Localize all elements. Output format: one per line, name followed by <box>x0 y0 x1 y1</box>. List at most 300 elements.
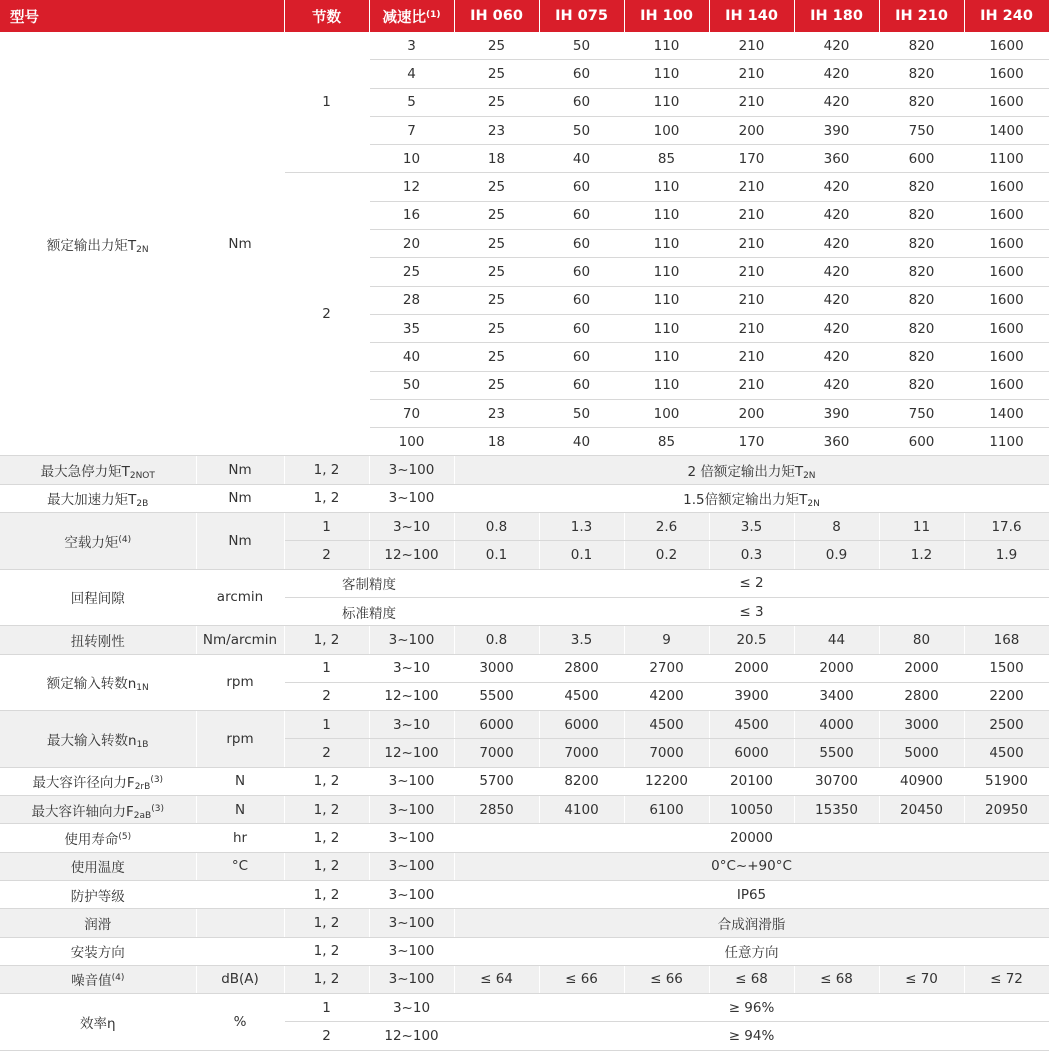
row-unit: hr <box>196 824 284 852</box>
row-label-note: (5) <box>118 831 132 842</box>
value-cell: 4100 <box>539 796 624 824</box>
ratio-cell: 3~10 <box>369 994 454 1022</box>
value-cell: 8 <box>794 513 879 541</box>
value-cell: 25 <box>454 343 539 371</box>
table-row <box>0 824 1049 852</box>
value-cell: 750 <box>879 116 964 144</box>
value-cell: 1600 <box>964 286 1049 314</box>
stage-cell: 2 <box>284 682 369 710</box>
ratio-cell: 12 <box>369 173 454 201</box>
stage-cell: 1 <box>284 32 369 173</box>
table-row <box>0 796 1049 824</box>
value-cell: 110 <box>624 173 709 201</box>
row-unit: °C <box>196 852 284 880</box>
value-cell: 20100 <box>709 767 794 795</box>
row-label-text: 最大输入转数n <box>47 732 137 749</box>
value-cell: 18 <box>454 428 539 456</box>
ratio-cell: 3 <box>369 32 454 60</box>
value-cell: 7000 <box>624 739 709 767</box>
value-cell: 5000 <box>879 739 964 767</box>
stage-cell: 2 <box>284 541 369 569</box>
ratio-cell: 70 <box>369 399 454 427</box>
ratio-cell: 3~100 <box>369 937 454 965</box>
ratio-cell: 25 <box>369 258 454 286</box>
value-cell: 20450 <box>879 796 964 824</box>
value-cell: 420 <box>794 371 879 399</box>
row-label-sub: 2rB <box>134 782 151 793</box>
value-cell: 210 <box>709 32 794 60</box>
merged-value-cell <box>454 484 1049 512</box>
merged-value-cell: 任意方向 <box>454 937 1049 965</box>
stage-cell: 2 <box>284 1022 369 1050</box>
row-label <box>0 513 196 570</box>
ratio-cell: 5 <box>369 88 454 116</box>
row-unit: N <box>196 767 284 795</box>
ratio-cell: 3~10 <box>369 654 454 682</box>
value-cell: 210 <box>709 286 794 314</box>
value-cell: 2800 <box>879 682 964 710</box>
table-row <box>0 484 1049 512</box>
value-cell: 820 <box>879 314 964 342</box>
merged-value-cell: IP65 <box>454 880 1049 908</box>
stage-cell: 1 <box>284 654 369 682</box>
table-row <box>0 626 1049 654</box>
row-label-sub: 2B <box>136 499 149 510</box>
table-row <box>0 937 1049 965</box>
value-cell: 210 <box>709 371 794 399</box>
table-row <box>0 711 1049 739</box>
value-cell: 110 <box>624 201 709 229</box>
value-cell: 7000 <box>454 739 539 767</box>
value-cell: 420 <box>794 230 879 258</box>
stage-cell: 1, 2 <box>284 824 369 852</box>
value-cell: 25 <box>454 258 539 286</box>
ratio-cell: 28 <box>369 286 454 314</box>
ratio-cell: 35 <box>369 314 454 342</box>
value-cell: 60 <box>539 314 624 342</box>
value-cell: 0.1 <box>539 541 624 569</box>
value-cell: 820 <box>879 371 964 399</box>
value-cell: 210 <box>709 173 794 201</box>
value-cell: 4500 <box>709 711 794 739</box>
value-cell: 110 <box>624 314 709 342</box>
value-cell: 2000 <box>879 654 964 682</box>
value-cell: 200 <box>709 399 794 427</box>
ratio-cell: 12~100 <box>369 739 454 767</box>
value-cell: 420 <box>794 173 879 201</box>
value-cell: 25 <box>454 230 539 258</box>
value-cell: 40 <box>539 428 624 456</box>
ratio-cell: 50 <box>369 371 454 399</box>
rated-torque-label <box>0 32 196 456</box>
header-model-col: IH 060 <box>454 0 539 32</box>
row-unit: Nm <box>196 484 284 512</box>
value-cell: 9 <box>624 626 709 654</box>
value-cell: 2000 <box>709 654 794 682</box>
value-cell: 3000 <box>879 711 964 739</box>
table-row <box>0 965 1049 993</box>
stage-cell: 1, 2 <box>284 767 369 795</box>
value-cell: 80 <box>879 626 964 654</box>
ratio-cell: 12~100 <box>369 541 454 569</box>
value-cell: 360 <box>794 428 879 456</box>
value-cell: 11 <box>879 513 964 541</box>
value-cell: 1.3 <box>539 513 624 541</box>
value-cell: 750 <box>879 399 964 427</box>
value-cell: 12200 <box>624 767 709 795</box>
value-cell: 1600 <box>964 230 1049 258</box>
value-cell: 60 <box>539 371 624 399</box>
value-cell: 170 <box>709 428 794 456</box>
value-cell: 168 <box>964 626 1049 654</box>
header-model-col: IH 180 <box>794 0 879 32</box>
stage-cell: 1, 2 <box>284 456 369 484</box>
value-cell: 25 <box>454 32 539 60</box>
row-label <box>0 456 196 484</box>
value-cell: 600 <box>879 145 964 173</box>
row-label-sub: 2aB <box>133 810 152 821</box>
row-unit: rpm <box>196 654 284 711</box>
row-label: 效率η <box>0 994 196 1051</box>
value-cell: 60 <box>539 343 624 371</box>
value-cell: 5700 <box>454 767 539 795</box>
value-cell: 2800 <box>539 654 624 682</box>
table-row <box>0 909 1049 937</box>
value-cell: 51900 <box>964 767 1049 795</box>
value-cell: 60 <box>539 286 624 314</box>
ratio-cell: 12~100 <box>369 1022 454 1050</box>
header-row <box>0 0 1049 32</box>
value-cell: 4000 <box>794 711 879 739</box>
value-cell: 1600 <box>964 258 1049 286</box>
ratio-cell: 3~100 <box>369 965 454 993</box>
row-label-text: 最大容许轴向力F <box>31 803 134 820</box>
row-unit: % <box>196 994 284 1051</box>
value-cell: 25 <box>454 314 539 342</box>
ratio-cell: 16 <box>369 201 454 229</box>
merged-value-cell: 0°C~+90°C <box>454 852 1049 880</box>
value-cell: 1600 <box>964 60 1049 88</box>
row-label <box>0 796 196 824</box>
value-cell: 60 <box>539 230 624 258</box>
value-cell: ≤ 64 <box>454 965 539 993</box>
ratio-cell: 100 <box>369 428 454 456</box>
row-unit: dB(A) <box>196 965 284 993</box>
ratio-cell: 20 <box>369 230 454 258</box>
value-cell: 820 <box>879 230 964 258</box>
ratio-cell: 4 <box>369 60 454 88</box>
value-cell: 2850 <box>454 796 539 824</box>
value-cell: 20950 <box>964 796 1049 824</box>
value-cell: 30700 <box>794 767 879 795</box>
value-cell: 17.6 <box>964 513 1049 541</box>
value-cell: 1100 <box>964 428 1049 456</box>
ratio-cell: 3~100 <box>369 824 454 852</box>
value-cell: 15350 <box>794 796 879 824</box>
row-label: 安装方向 <box>0 937 196 965</box>
value-cell: 25 <box>454 173 539 201</box>
value-cell: 1400 <box>964 116 1049 144</box>
value-cell: 100 <box>624 116 709 144</box>
value-cell: ≤ 70 <box>879 965 964 993</box>
value-cell: 8200 <box>539 767 624 795</box>
value-cell: 2500 <box>964 711 1049 739</box>
value-cell: 1600 <box>964 173 1049 201</box>
value-cell: 420 <box>794 258 879 286</box>
ratio-cell: 3~100 <box>369 484 454 512</box>
value-cell: 100 <box>624 399 709 427</box>
row-label-text: 噪音值 <box>71 973 112 990</box>
table-row <box>0 456 1049 484</box>
value-cell: ≤ 72 <box>964 965 1049 993</box>
value-cell: 420 <box>794 286 879 314</box>
ratio-cell: 3~100 <box>369 909 454 937</box>
value-cell: 1600 <box>964 371 1049 399</box>
value-cell: 600 <box>879 428 964 456</box>
header-model-col: IH 240 <box>964 0 1049 32</box>
value-cell: 23 <box>454 116 539 144</box>
row-label <box>0 484 196 512</box>
row-unit: Nm <box>196 456 284 484</box>
value-cell: 1400 <box>964 399 1049 427</box>
ratio-cell: 12~100 <box>369 682 454 710</box>
stage-cell: 1, 2 <box>284 909 369 937</box>
row-label: 防护等级 <box>0 880 196 908</box>
value-cell: 85 <box>624 145 709 173</box>
value-cell: 3.5 <box>709 513 794 541</box>
value-cell: 820 <box>879 286 964 314</box>
value-cell: 1600 <box>964 343 1049 371</box>
value-cell: 60 <box>539 88 624 116</box>
value-cell: 390 <box>794 116 879 144</box>
header-model: 型号 <box>0 0 284 32</box>
header-model-col: IH 075 <box>539 0 624 32</box>
row-label-note: (4) <box>111 973 125 984</box>
value-cell: 170 <box>709 145 794 173</box>
value-cell: 6000 <box>454 711 539 739</box>
value-cell: 1600 <box>964 88 1049 116</box>
value-cell: 1600 <box>964 314 1049 342</box>
value-cell: 210 <box>709 314 794 342</box>
value-cell: 0.8 <box>454 626 539 654</box>
value-cell: 1600 <box>964 201 1049 229</box>
header-model-col: IH 100 <box>624 0 709 32</box>
value-cell: 85 <box>624 428 709 456</box>
value-cell: 1100 <box>964 145 1049 173</box>
row-label <box>0 824 196 852</box>
row-label: 润滑 <box>0 909 196 937</box>
value-cell: 4200 <box>624 682 709 710</box>
value-cell: 25 <box>454 88 539 116</box>
stage-cell: 1, 2 <box>284 965 369 993</box>
value-cell: 360 <box>794 145 879 173</box>
value-cell: 4500 <box>964 739 1049 767</box>
value-cell: 20.5 <box>709 626 794 654</box>
row-label-text: 最大容许径向力F <box>32 775 135 792</box>
value-cell: 110 <box>624 32 709 60</box>
merged-value: 2 倍额定输出力矩T <box>687 464 804 481</box>
ratio-cell: 3~100 <box>369 767 454 795</box>
stage-cell: 1 <box>284 711 369 739</box>
table-row <box>0 654 1049 682</box>
value-cell: ≤ 68 <box>794 965 879 993</box>
value-cell: 6000 <box>539 711 624 739</box>
row-label-text: 使用寿命 <box>64 831 119 848</box>
header-ratio-note: (1) <box>426 9 441 20</box>
value-cell: 0.3 <box>709 541 794 569</box>
value-cell: 23 <box>454 399 539 427</box>
value-cell: 40 <box>539 145 624 173</box>
row-label-text: 最大加速力矩T <box>47 492 137 509</box>
table-row <box>0 852 1049 880</box>
ratio-cell: 3~100 <box>369 626 454 654</box>
value-cell: 40900 <box>879 767 964 795</box>
grade-cell: 标准精度 <box>284 597 454 625</box>
header-model-col: IH 210 <box>879 0 964 32</box>
row-label-sub: 1B <box>136 739 149 750</box>
value-cell: 200 <box>709 116 794 144</box>
value-cell: 820 <box>879 88 964 116</box>
row-label-text: 空载力矩 <box>64 534 119 551</box>
table-row <box>0 767 1049 795</box>
header-stages: 节数 <box>284 0 369 32</box>
ratio-cell: 10 <box>369 145 454 173</box>
value-cell: ≤ 66 <box>539 965 624 993</box>
merged-value-cell: ≤ 3 <box>454 597 1049 625</box>
value-cell: 1.2 <box>879 541 964 569</box>
row-label: 使用温度 <box>0 852 196 880</box>
value-cell: 420 <box>794 88 879 116</box>
value-cell: 210 <box>709 258 794 286</box>
value-cell: 110 <box>624 258 709 286</box>
row-label-sub: 2NOT <box>129 471 155 482</box>
value-cell: 5500 <box>794 739 879 767</box>
value-cell: 3400 <box>794 682 879 710</box>
row-unit: Nm <box>196 513 284 570</box>
merged-value-cell: 20000 <box>454 824 1049 852</box>
merged-value-sub: 2N <box>807 499 820 510</box>
row-label <box>0 767 196 795</box>
value-cell: 60 <box>539 201 624 229</box>
value-cell: 1500 <box>964 654 1049 682</box>
stage-cell: 1 <box>284 513 369 541</box>
header-ratio-label: 减速比 <box>382 9 426 26</box>
value-cell: 18 <box>454 145 539 173</box>
value-cell: 420 <box>794 201 879 229</box>
row-unit: Nm <box>196 32 284 456</box>
header-model-col: IH 140 <box>709 0 794 32</box>
value-cell: ≤ 68 <box>709 965 794 993</box>
value-cell: 4500 <box>539 682 624 710</box>
stage-cell: 2 <box>284 739 369 767</box>
value-cell: 210 <box>709 60 794 88</box>
row-label-sub: 1N <box>136 683 149 694</box>
value-cell: 110 <box>624 230 709 258</box>
row-label-text: 额定输入转数n <box>46 676 137 693</box>
row-unit: N <box>196 796 284 824</box>
table-row <box>0 32 1049 60</box>
value-cell: 60 <box>539 258 624 286</box>
table-row <box>0 569 1049 597</box>
value-cell: 2200 <box>964 682 1049 710</box>
value-cell: 60 <box>539 60 624 88</box>
value-cell: 420 <box>794 314 879 342</box>
row-label <box>0 654 196 711</box>
value-cell: 820 <box>879 343 964 371</box>
stage-cell: 1, 2 <box>284 852 369 880</box>
row-unit: arcmin <box>196 569 284 626</box>
row-label-note: (3) <box>151 803 164 814</box>
value-cell: 110 <box>624 60 709 88</box>
row-label-note: (4) <box>118 534 132 545</box>
value-cell: 3000 <box>454 654 539 682</box>
value-cell: 210 <box>709 230 794 258</box>
value-cell: 10050 <box>709 796 794 824</box>
ratio-cell: 3~100 <box>369 852 454 880</box>
value-cell: 390 <box>794 399 879 427</box>
ratio-cell: 3~100 <box>369 796 454 824</box>
row-unit <box>196 937 284 965</box>
value-cell: 60 <box>539 173 624 201</box>
value-cell: 210 <box>709 201 794 229</box>
row-unit <box>196 880 284 908</box>
row-unit: Nm/arcmin <box>196 626 284 654</box>
row-label: 扭转刚性 <box>0 626 196 654</box>
table-row <box>0 994 1049 1022</box>
value-cell: 25 <box>454 286 539 314</box>
value-cell: 0.2 <box>624 541 709 569</box>
value-cell: 210 <box>709 343 794 371</box>
value-cell: 420 <box>794 32 879 60</box>
row-unit: rpm <box>196 711 284 768</box>
value-cell: 1.9 <box>964 541 1049 569</box>
stage-cell: 1, 2 <box>284 484 369 512</box>
merged-value-cell: ≤ 2 <box>454 569 1049 597</box>
merged-value-sub: 2N <box>803 471 816 482</box>
table-row <box>0 880 1049 908</box>
value-cell: 420 <box>794 60 879 88</box>
value-cell: 50 <box>539 32 624 60</box>
row-label-text: 最大急停力矩T <box>40 464 130 481</box>
row-label <box>0 965 196 993</box>
stage-cell: 1, 2 <box>284 937 369 965</box>
table-row <box>0 513 1049 541</box>
merged-value-cell <box>454 456 1049 484</box>
value-cell: ≤ 66 <box>624 965 709 993</box>
stage-cell: 1, 2 <box>284 796 369 824</box>
row-unit <box>196 909 284 937</box>
value-cell: 2700 <box>624 654 709 682</box>
ratio-cell: 3~100 <box>369 456 454 484</box>
stage-cell: 1, 2 <box>284 880 369 908</box>
row-label <box>0 711 196 768</box>
value-cell: 1600 <box>964 32 1049 60</box>
merged-value-cell: ≥ 96% <box>454 994 1049 1022</box>
value-cell: 110 <box>624 343 709 371</box>
row-label-note: (3) <box>150 775 164 786</box>
value-cell: 0.8 <box>454 513 539 541</box>
value-cell: 820 <box>879 32 964 60</box>
stage-cell: 2 <box>284 173 369 456</box>
value-cell: 6000 <box>709 739 794 767</box>
value-cell: 25 <box>454 201 539 229</box>
value-cell: 110 <box>624 371 709 399</box>
row-label: 回程间隙 <box>0 569 196 626</box>
value-cell: 50 <box>539 399 624 427</box>
ratio-cell: 3~10 <box>369 513 454 541</box>
value-cell: 0.1 <box>454 541 539 569</box>
header-ratio <box>369 0 454 32</box>
